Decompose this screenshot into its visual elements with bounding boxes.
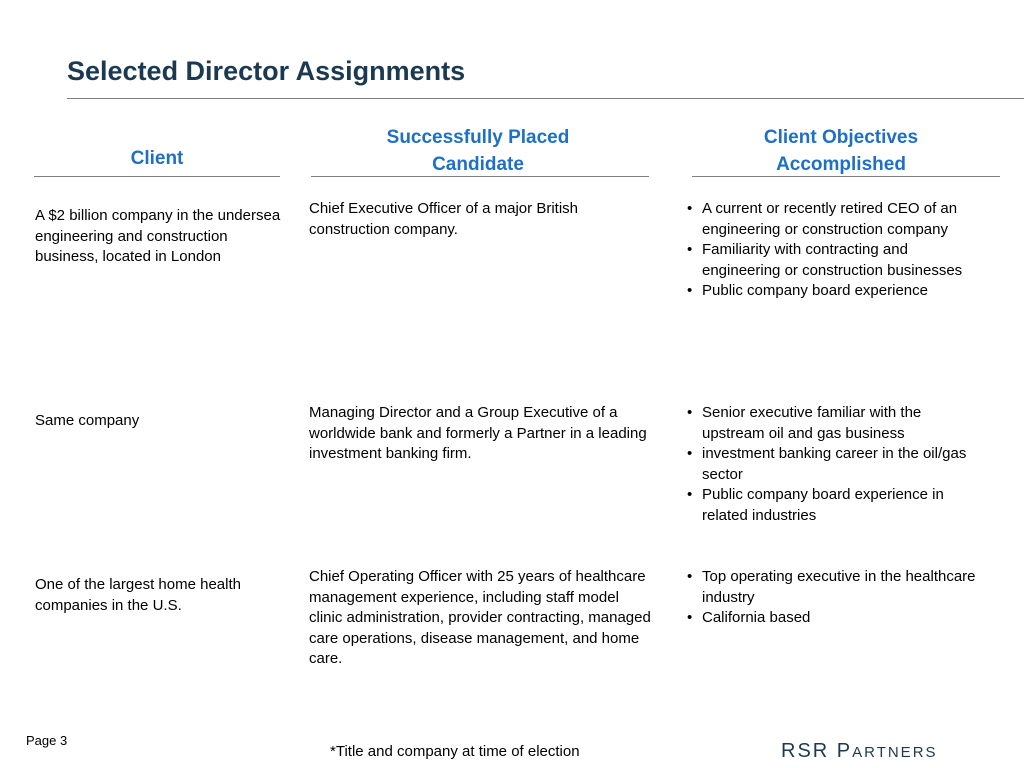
row-1-objectives <box>682 199 987 302</box>
list-item: • Public company board experience in related industries <box>682 485 987 526</box>
row-1-objectives-list <box>682 199 987 302</box>
column-header-client <box>34 145 280 172</box>
list-item: • Top operating executive in the healthcare industry <box>682 567 987 608</box>
row-2-client: Same company <box>35 412 140 429</box>
list-item: • Familiarity with contracting and engineering or construction businesses <box>682 240 987 281</box>
column-divider-objectives <box>692 176 1000 177</box>
column-header-objectives-line1: Client Objectives <box>763 127 919 148</box>
list-item: • Public company board experience <box>682 281 987 302</box>
rsr-partners-logo <box>781 740 938 763</box>
row-2-objectives-list <box>682 403 987 526</box>
column-header-candidate-line2: Candidate <box>432 154 524 175</box>
logo-text-caps: RSR P <box>781 740 853 762</box>
column-header-candidate-line1: Successfully Placed <box>386 127 570 148</box>
row-1-candidate: Chief Executive Officer of a major British construction company. <box>309 200 578 238</box>
page-number: Page 3 <box>26 733 68 748</box>
column-header-objectives <box>682 124 1000 178</box>
list-item: • California based <box>682 608 987 629</box>
footnote: *Title and company at time of election <box>330 743 580 760</box>
row-3-client: One of the largest home health companies in the U.S. <box>35 576 241 614</box>
title-divider <box>67 98 1024 99</box>
list-item: • A current or recently retired CEO of an engineering or construction company <box>682 199 987 240</box>
list-item: • investment banking career in the oil/gas sector <box>682 444 987 485</box>
row-3-candidate: Chief Operating Officer with 25 years of healthcare management experience, including staff model clinic administration, provider contracting, managed care operations, disease management, and home care. <box>309 568 651 667</box>
column-header-client-line1: Client <box>130 148 184 169</box>
row-2-objectives <box>682 403 987 526</box>
column-header-candidate <box>307 124 649 178</box>
column-header-objectives-line2: Accomplished <box>776 154 906 175</box>
row-1-client: A $2 billion company in the undersea engineering and construction business, located in London <box>35 207 281 265</box>
column-divider-client <box>34 176 280 177</box>
list-item: • Senior executive familiar with the upstream oil and gas business <box>682 403 987 444</box>
logo-text-small-caps: ARTNERS <box>852 744 938 761</box>
page-title: Selected Director Assignments <box>67 56 466 86</box>
column-divider-candidate <box>311 176 649 177</box>
row-2-candidate: Managing Director and a Group Executive of a worldwide bank and formerly a Partner in a leading investment banking firm. <box>309 404 647 462</box>
row-3-objectives <box>682 567 987 629</box>
row-3-objectives-list <box>682 567 987 629</box>
